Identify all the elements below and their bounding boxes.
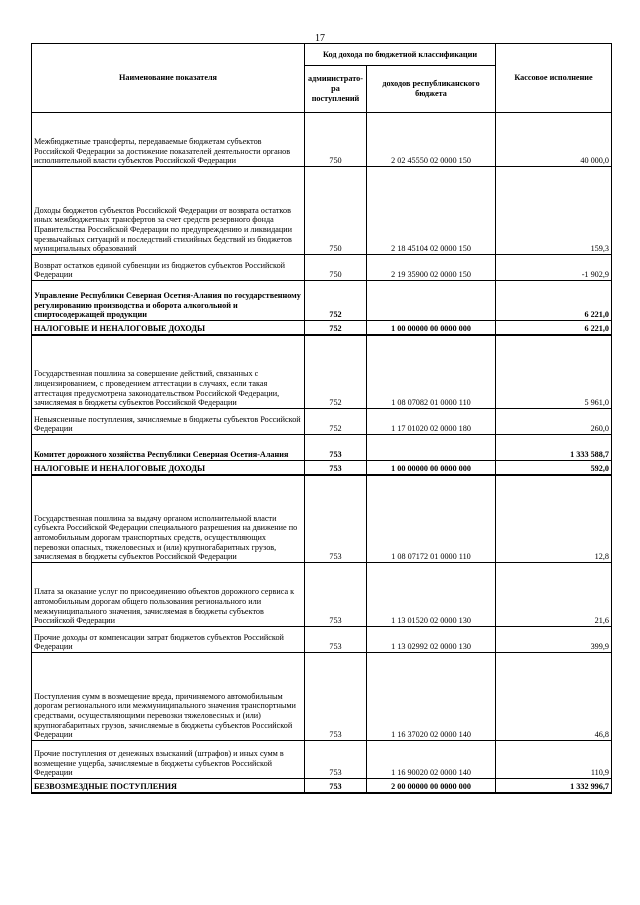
- row-income-code: 1 00 00000 00 0000 000: [367, 321, 496, 335]
- row-name: БЕЗВОЗМЕЗДНЫЕ ПОСТУПЛЕНИЯ: [32, 779, 305, 793]
- row-income-code: 2 00 00000 00 0000 000: [367, 779, 496, 793]
- row-administrator: 753: [305, 435, 367, 461]
- row-administrator: 753: [305, 461, 367, 475]
- row-amount: 592,0: [496, 461, 612, 475]
- row-administrator: 753: [305, 779, 367, 793]
- table-row: [32, 475, 612, 563]
- table-row: [32, 113, 612, 167]
- table-row: [32, 461, 612, 475]
- table-row: [32, 281, 612, 321]
- row-income-code: 1 17 01020 02 0000 180: [367, 409, 496, 435]
- row-administrator: 753: [305, 741, 367, 779]
- row-name: Прочие поступления от денежных взысканий (штрафов) и иных сумм в возмещение ущерба, зачисляемые в бюджеты субъектов Российской Федерации: [32, 741, 305, 779]
- table-row: [32, 335, 612, 409]
- row-administrator: 752: [305, 281, 367, 321]
- table-row: [32, 627, 612, 653]
- row-income-code: 2 18 45104 02 0000 150: [367, 167, 496, 255]
- row-name: НАЛОГОВЫЕ И НЕНАЛОГОВЫЕ ДОХОДЫ: [32, 461, 305, 475]
- row-amount: 40 000,0: [496, 113, 612, 167]
- row-income-code: 2 19 35900 02 0000 150: [367, 255, 496, 281]
- row-administrator: 753: [305, 627, 367, 653]
- header-indicator-name: Наименование показателя: [32, 44, 305, 113]
- row-administrator: 750: [305, 255, 367, 281]
- table-row: [32, 255, 612, 281]
- row-amount: 6 221,0: [496, 281, 612, 321]
- row-amount: 12,8: [496, 475, 612, 563]
- row-administrator: 753: [305, 563, 367, 627]
- row-administrator: 753: [305, 475, 367, 563]
- table-row: [32, 321, 612, 335]
- row-amount: 1 332 996,7: [496, 779, 612, 793]
- row-name: Поступления сумм в возмещение вреда, причиняемого автомобильным дорогам регионального или межмуниципального значения транспортными средствами, осуществляющими перевозки тяжеловесных и (или) крупногабаритных грузов, зачисляемые в бюджеты субъектов Российской Федерации: [32, 653, 305, 741]
- row-income-code: 1 13 02992 02 0000 130: [367, 627, 496, 653]
- row-name: Плата за оказание услуг по присоединению объектов дорожного сервиса к автомобильным дорогам общего пользования регионального или межмуниципального значения, зачисляемая в бюджеты субъектов Российской Федерации: [32, 563, 305, 627]
- row-administrator: 750: [305, 167, 367, 255]
- row-amount: 110,9: [496, 741, 612, 779]
- header-income-code: доходов республиканского бюджета: [367, 65, 496, 112]
- row-income-code: 1 13 01520 02 0000 130: [367, 563, 496, 627]
- row-name: Комитет дорожного хозяйства Республики Северная Осетия-Алания: [32, 435, 305, 461]
- table-row: [32, 779, 612, 793]
- row-amount: 6 221,0: [496, 321, 612, 335]
- row-amount: 260,0: [496, 409, 612, 435]
- row-name: Управление Республики Северная Осетия-Алания по государственному регулированию производства и оборота алкогольной и спиртосодержащей продукции: [32, 281, 305, 321]
- row-name: Невыясненные поступления, зачисляемые в бюджеты субъектов Российской Федерации: [32, 409, 305, 435]
- page-number: 17: [315, 33, 325, 44]
- row-income-code: [367, 435, 496, 461]
- table-row: [32, 167, 612, 255]
- table-row: [32, 563, 612, 627]
- table-row: [32, 409, 612, 435]
- row-name: Прочие доходы от компенсации затрат бюджетов субъектов Российской Федерации: [32, 627, 305, 653]
- row-amount: 399,9: [496, 627, 612, 653]
- row-amount: 5 961,0: [496, 335, 612, 409]
- table-row: [32, 741, 612, 779]
- table-body: [32, 113, 612, 793]
- row-income-code: [367, 281, 496, 321]
- table-row: [32, 653, 612, 741]
- row-administrator: 752: [305, 409, 367, 435]
- row-amount: -1 902,9: [496, 255, 612, 281]
- row-income-code: 1 00 00000 00 0000 000: [367, 461, 496, 475]
- row-name: Межбюджетные трансферты, передаваемые бюджетам субъектов Российской Федерации за достижение показателей деятельности органов исполнительной власти субъектов Российской Федерации: [32, 113, 305, 167]
- row-name: Доходы бюджетов субъектов Российской Федерации от возврата остатков иных межбюджетных трансфертов за счет средств резервного фонда Правительства Российской Федерации по предупреждению и ликвидации чрезвычайных ситуаций и последствий стихийных бедствий из бюджетов муниципальных образований: [32, 167, 305, 255]
- table-row: [32, 435, 612, 461]
- row-income-code: 1 08 07082 01 0000 110: [367, 335, 496, 409]
- row-income-code: 1 08 07172 01 0000 110: [367, 475, 496, 563]
- row-name: Возврат остатков единой субвенции из бюджетов субъектов Российской Федерации: [32, 255, 305, 281]
- budget-revenue-table: [31, 43, 612, 794]
- row-income-code: 2 02 45550 02 0000 150: [367, 113, 496, 167]
- row-income-code: 1 16 37020 02 0000 140: [367, 653, 496, 741]
- row-administrator: 750: [305, 113, 367, 167]
- row-amount: 159,3: [496, 167, 612, 255]
- row-amount: 21,6: [496, 563, 612, 627]
- row-administrator: 752: [305, 321, 367, 335]
- row-name: Государственная пошлина за совершение действий, связанных с лицензированием, с проведением аттестации в случаях, если такая аттестация предусмотрена законодательством Российской Федерации, зачисляемая в бюджеты субъектов Российской Федерации: [32, 335, 305, 409]
- row-administrator: 752: [305, 335, 367, 409]
- header-code-group: Код дохода по бюджетной классификации: [305, 44, 496, 66]
- header-cash-execution: Кассовое исполнение: [496, 44, 612, 113]
- row-amount: 46,8: [496, 653, 612, 741]
- row-name: НАЛОГОВЫЕ И НЕНАЛОГОВЫЕ ДОХОДЫ: [32, 321, 305, 335]
- row-income-code: 1 16 90020 02 0000 140: [367, 741, 496, 779]
- row-administrator: 753: [305, 653, 367, 741]
- row-amount: 1 333 588,7: [496, 435, 612, 461]
- header-administrator: администрато-ра поступлений: [305, 65, 367, 112]
- row-name: Государственная пошлина за выдачу органом исполнительной власти субъекта Российской Федерации специального разрешения на движение по автомобильным дорогам транспортных средств, осуществляющих перевозки опасных, тяжеловесных и (или) крупногабаритных грузов, зачисляемая в бюджеты субъектов Российской Федерации: [32, 475, 305, 563]
